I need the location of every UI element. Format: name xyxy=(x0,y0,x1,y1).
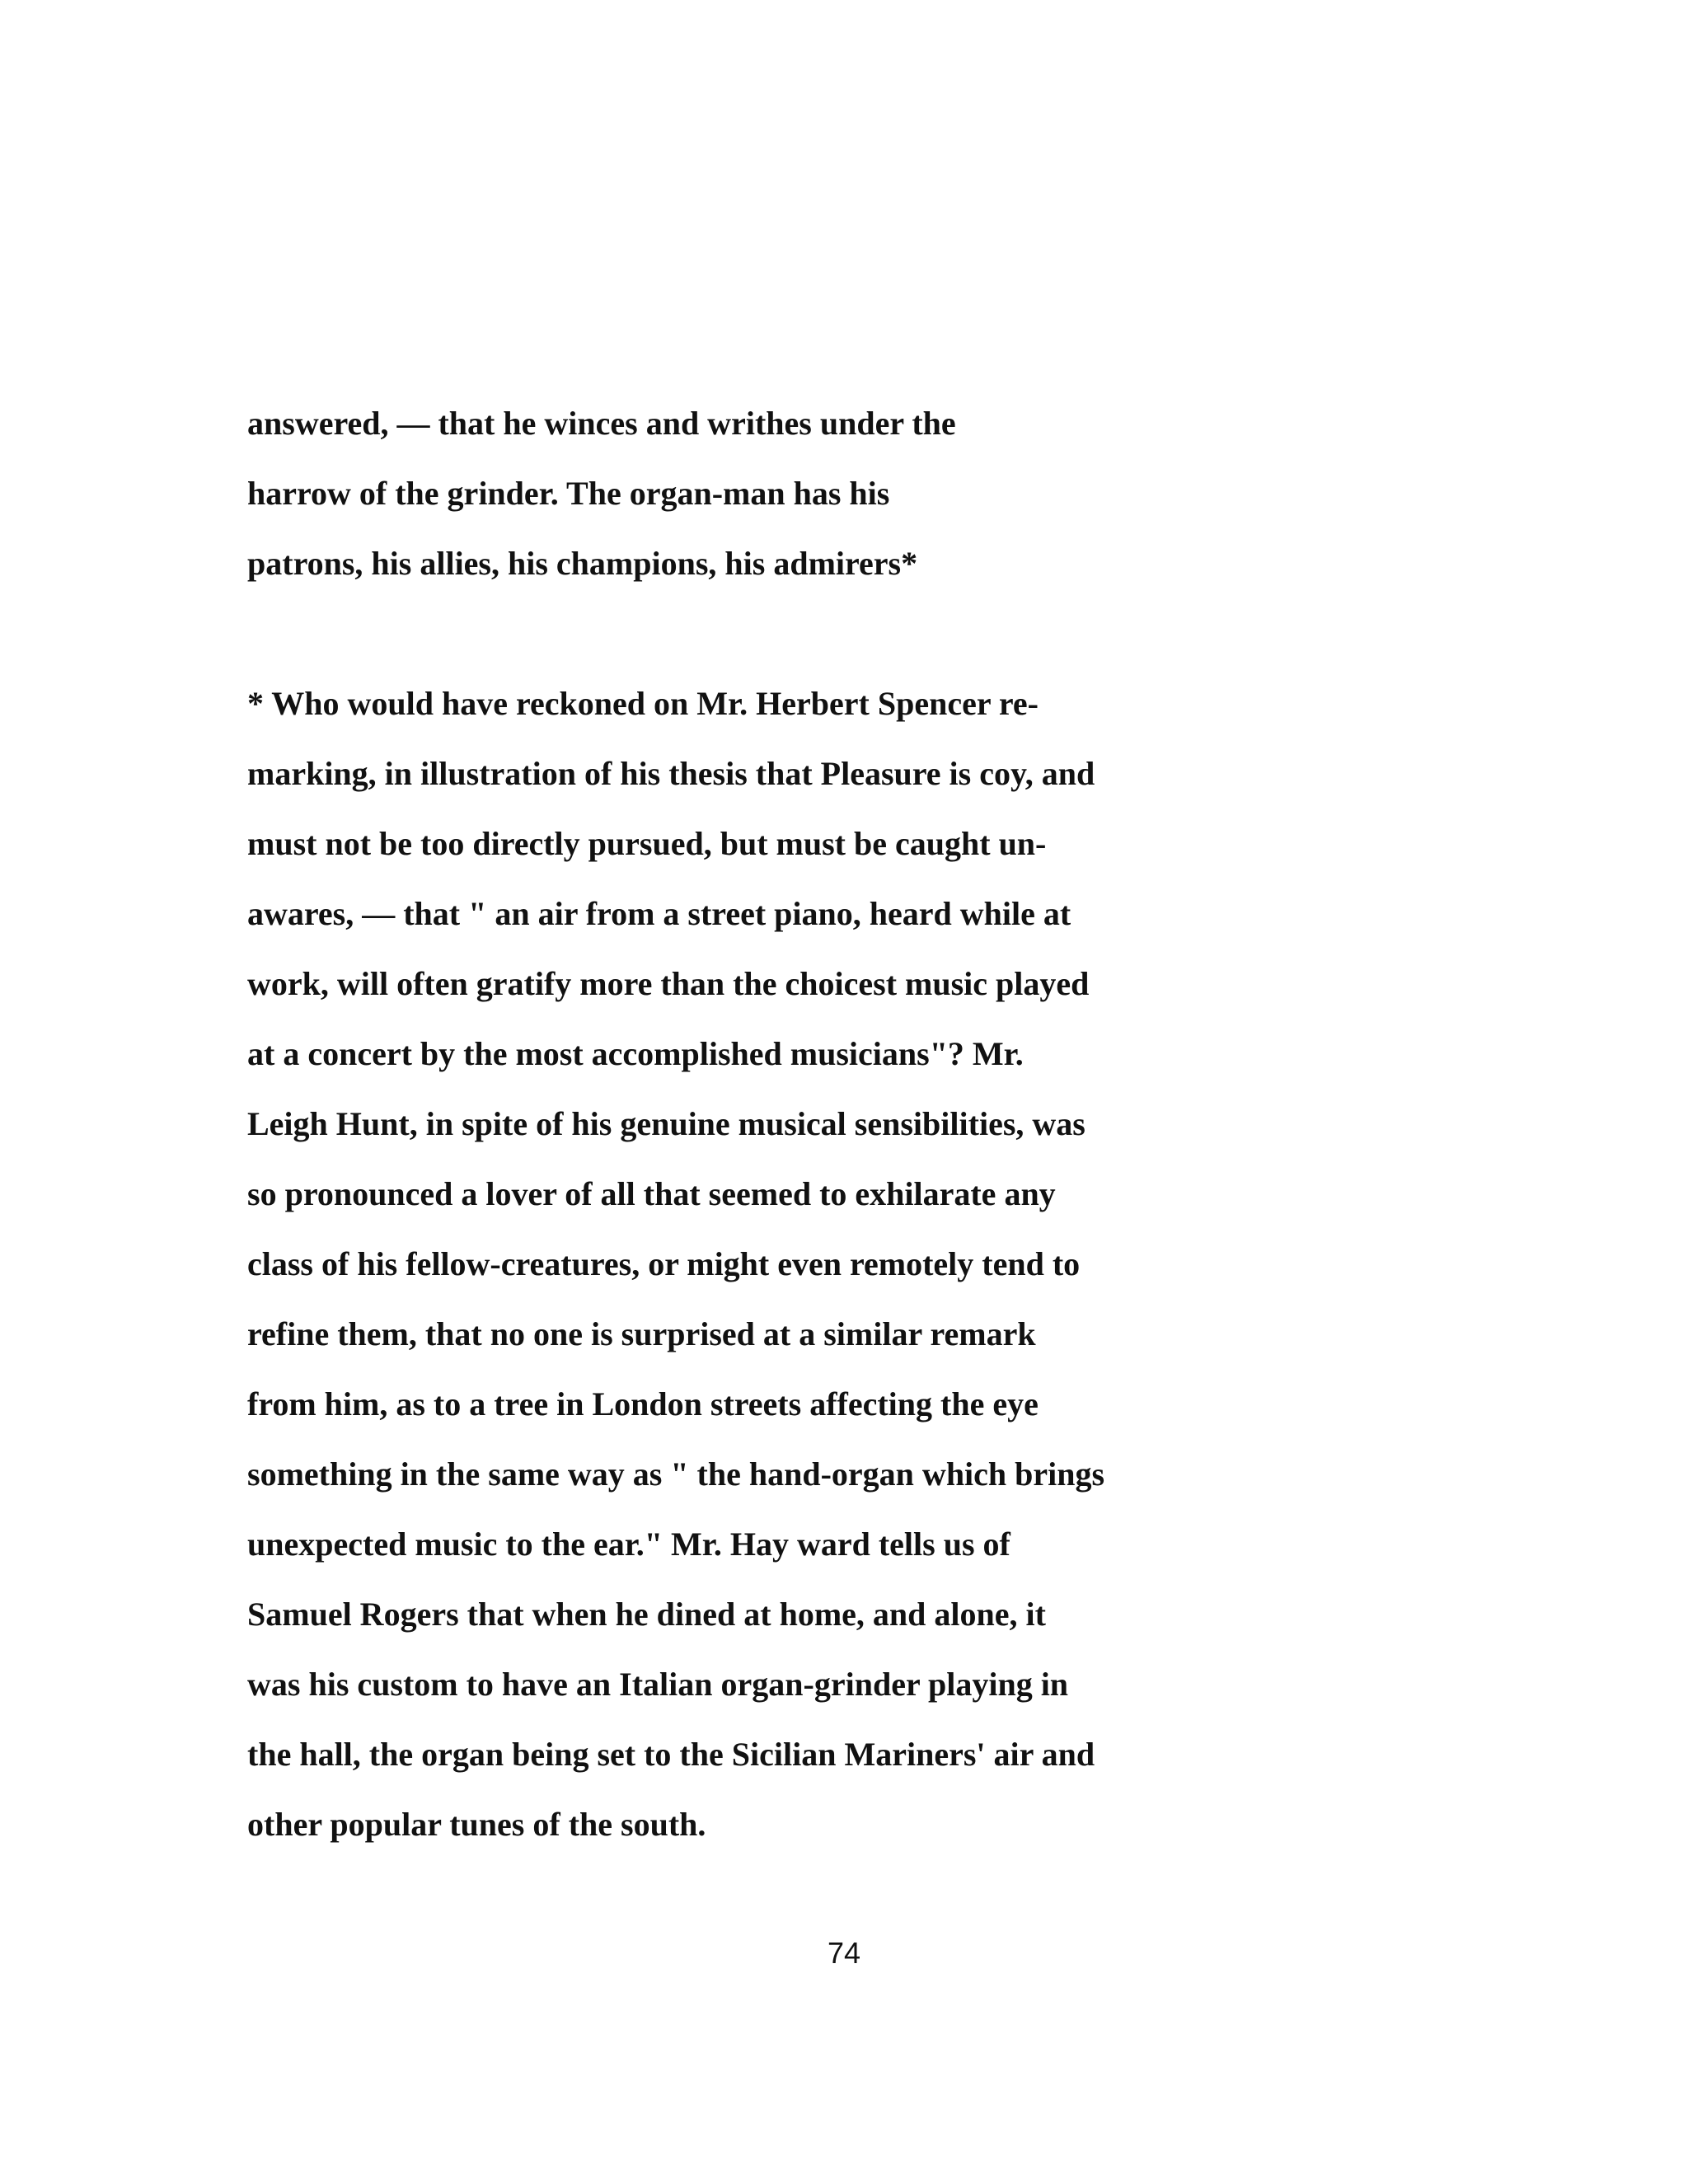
footnote-line: awares, — that " an air from a street piano, heard while at xyxy=(247,895,1071,932)
page-number: 74 xyxy=(827,1936,861,1970)
main-text-line: patrons, his allies, his champions, his admirers* xyxy=(247,545,918,582)
main-text-line: harrow of the grinder. The organ-man has his xyxy=(247,475,890,512)
footnote-line: marking, in illustration of his thesis that Pleasure is coy, and xyxy=(247,755,1095,792)
footnote-line: Samuel Rogers that when he dined at home, and alone, it xyxy=(247,1596,1046,1633)
footnote-line: other popular tunes of the south. xyxy=(247,1806,706,1843)
footnote-line: unexpected music to the ear." Mr. Hay ward tells us of xyxy=(247,1526,1010,1563)
footnote-line: so pronounced a lover of all that seemed to exhilarate any xyxy=(247,1175,1056,1212)
footnote-line: at a concert by the most accomplished musicians"? Mr. xyxy=(247,1035,1024,1072)
footnote-line: was his custom to have an Italian organ-grinder playing in xyxy=(247,1666,1069,1703)
footnote-line: work, will often gratify more than the choicest music played xyxy=(247,965,1090,1002)
footnote-line: Leigh Hunt, in spite of his genuine musical sensibilities, was xyxy=(247,1105,1085,1142)
footnote-line: something in the same way as " the hand-organ which brings xyxy=(247,1455,1105,1493)
footnote-line: must not be too directly pursued, but must be caught un- xyxy=(247,825,1047,862)
footnote-line: the hall, the organ being set to the Sicilian Mariners' air and xyxy=(247,1736,1095,1773)
footnote-line: refine them, that no one is surprised at a similar remark xyxy=(247,1315,1036,1352)
footnote-line: * Who would have reckoned on Mr. Herbert Spencer re- xyxy=(247,685,1039,722)
footnote-line: class of his fellow-creatures, or might even remotely tend to xyxy=(247,1245,1081,1282)
main-text-line: answered, — that he winces and writhes under the xyxy=(247,405,956,442)
footnote-line: from him, as to a tree in London streets affecting the eye xyxy=(247,1385,1039,1422)
